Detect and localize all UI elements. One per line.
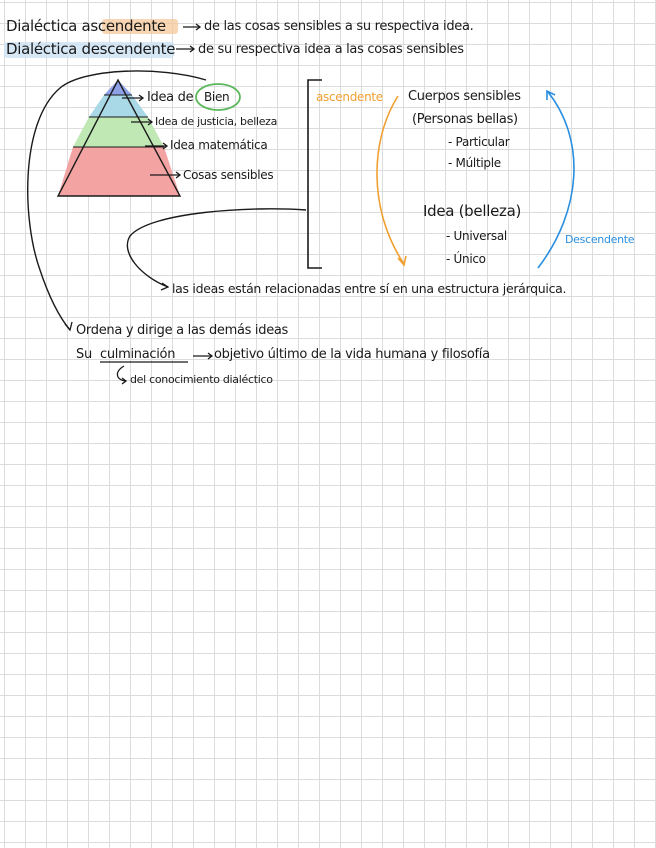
pyramid-label-sensibles: Cosas sensibles	[183, 168, 274, 182]
pyramid-level-bien	[104, 80, 132, 95]
descendente-label: Descendente	[565, 233, 635, 246]
bracket	[308, 80, 322, 268]
su-word: Su	[76, 347, 92, 362]
unico: - Único	[446, 252, 486, 266]
dialectica-ascendente-definition: de las cosas sensibles a su respectiva idea.	[204, 19, 474, 34]
dialectica-descendente-term: Dialéctica descendente	[6, 40, 176, 58]
curved-arrow-jerarquica	[127, 209, 306, 287]
pyramid-label-bien: Bien	[204, 90, 230, 104]
dialectica-ascendente-term: Dialéctica ascendente	[6, 17, 166, 35]
universal: - Universal	[446, 229, 507, 243]
pyramid-label-justicia: Idea de justicia, belleza	[155, 115, 278, 128]
pyramid-label-idea-de: Idea de	[147, 90, 194, 105]
multiple: - Múltiple	[448, 156, 501, 170]
particular: - Particular	[448, 135, 510, 149]
pyramid-label-matematica: Idea matemática	[170, 138, 268, 152]
cuerpos-sensibles: Cuerpos sensibles	[408, 89, 521, 104]
personas-bellas: (Personas bellas)	[412, 112, 518, 127]
idea-belleza: Idea (belleza)	[423, 202, 522, 220]
dialectica-descendente-definition: de su respectiva idea a las cosas sensibles	[198, 42, 464, 57]
header-arrows	[176, 24, 200, 52]
pyramid-level-sensibles	[58, 147, 180, 196]
orange-arrow	[377, 96, 404, 264]
jerarquica-note: las ideas están relacionadas entre sí en una estructura jerárquica.	[172, 281, 567, 296]
conocimiento-note: del conocimiento dialéctico	[130, 373, 273, 386]
objetivo-note: objetivo último de la vida humana y filosofía	[214, 347, 490, 362]
culminacion-word: culminación	[100, 347, 176, 362]
ascendente-label: ascendente	[316, 90, 383, 104]
ordena-note: Ordena y dirige a las demás ideas	[76, 323, 289, 338]
